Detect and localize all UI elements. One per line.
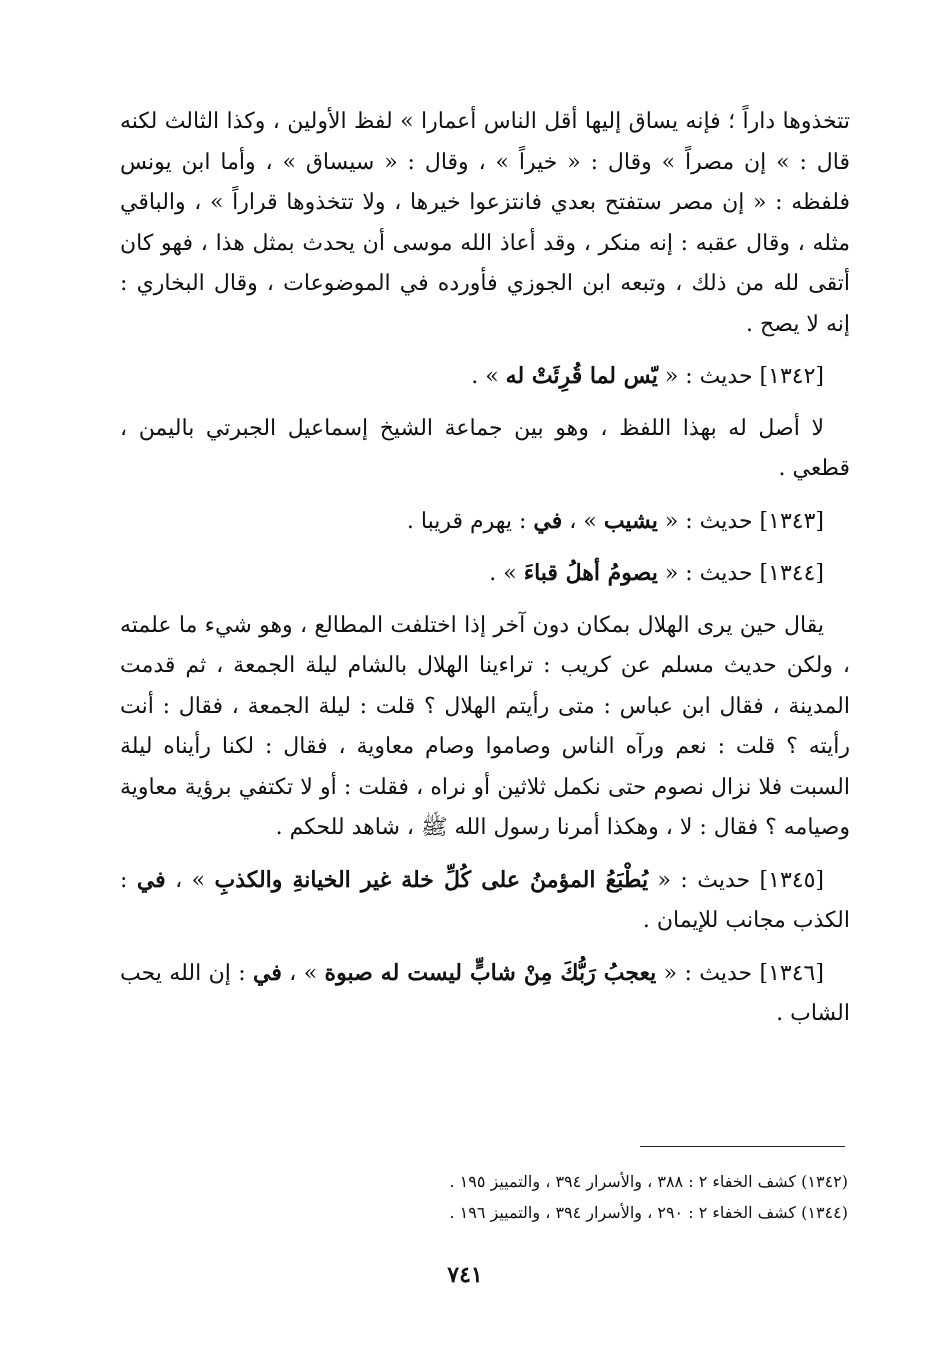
spacer [120,345,850,356]
paragraph-commentary-1: تتخذوها داراً ؛ فإنه يساق إليها أقل الناس أعمارا » لفظ الأولين ، وكذا الثالث لكنه قال : » إن مصراً » وقال : « خيراً » ، وقال : « سيساق » ، وأما ابن يونس فلفظه : « إن مصر ستفتح بعدي فانتزعوا خيرها ، ولا تتخذوها قراراً » ، والباقي مثله ، وقال عقبه : إنه منكر ، وقد أعاذ الله موسى أن يحدث بمثل هذا ، فهو كان أتقى لله من ذلك ، وتبعه ابن الجوزي فأورده في الموضوعات ، وقال البخاري : إنه لا يصح . [120,109,850,337]
hadith-matn: يشيب [603,507,658,534]
hadith-number-prefix: [١٣٤٢] حديث : « [657,364,824,389]
page-number: ٧٤١ [447,1262,483,1288]
footnote-1344: (١٣٤٤) كشف الخفاء ٢ : ٢٩٠ ، والأسرار ٣٩٤ ، والتمييز ١٩٦ . [449,1203,848,1222]
hadith-mid: » ، [562,508,604,534]
hadith-matn: يصومُ أهلُ قباءَ [523,560,658,586]
fi-label: في [136,866,166,893]
spacer [120,490,850,501]
spacer [120,595,850,606]
footnote-separator [640,1146,845,1147]
hadith-1344 [120,553,850,595]
hadith-1346 [120,953,850,1035]
hadith-matn: يعجبُ رَبُّكَ مِنْ شابٍّ ليست له صبوة [324,959,657,986]
spacer [120,398,850,409]
hadith-mid: » ، [165,867,215,893]
hadith-suffix: » . [489,561,524,586]
hadith-mid: » ، [281,960,325,986]
fi-label: في [533,507,563,534]
fi-label: في [253,959,282,986]
main-text [120,102,850,1035]
spacer [120,942,850,953]
paragraph-commentary-2: لا أصل له بهذا اللفظ ، وهو بين جماعة الشيخ إسماعيل الجبرتي باليمن ، قطعي . [120,415,850,481]
hadith-1342 [120,356,850,398]
hadith-suffix: : يهرم قريبا . [406,508,534,534]
hadith-matn: يُطْبَعُ المؤمنُ على كُلِّ خلة غير الخيانةِ والكذبِ [214,866,649,893]
footnotes [300,1166,848,1228]
hadith-1343 [120,501,850,543]
spacer [120,849,850,860]
footnote-1342: (١٣٤٢) كشف الخفاء ٢ : ٣٨٨ ، والأسرار ٣٩٤ ، والتمييز ١٩٥ . [449,1172,848,1191]
hadith-suffix: : إن الله يحب الشاب . [120,960,850,1026]
hadith-number-prefix: [١٣٤٦] حديث : « [656,960,824,986]
hadith-number-prefix: [١٣٤٣] حديث : « [657,508,824,534]
hadith-suffix: : الكذب مجانب للإيمان . [120,867,850,933]
hadith-number-prefix: [١٣٤٥] حديث : « [648,867,824,893]
hadith-matn: يّس لما قُرِئَتْ له [505,363,658,389]
hadith-1345 [120,860,850,942]
spacer [120,542,850,553]
paragraph-commentary-3: يقال حين يرى الهلال بمكان دون آخر إذا اختلفت المطالع ، وهو شيء ما علمته ، ولكن حديث مسلم عن كريب : تراءينا الهلال بالشام ليلة الجمعة ، ثم قدمت المدينة ، فقال ابن عباس : متى رأيتم الهلال ؟ قلت : ليلة الجمعة ، فقال : أنت رأيته ؟ قلت : نعم ورآه الناس وصاموا وصام معاوية ، فقال : لكنا رأيناه ليلة السبت فلا نزال نصوم حتى نكمل ثلاثين أو نراه ، فقلت : أو لا تكتفي برؤية معاوية وصيامه ؟ فقال : لا ، وهكذا أمرنا رسول الله ﷺ ، شاهد للحكم . [120,612,850,840]
hadith-number-prefix: [١٣٤٤] حديث : « [657,561,824,586]
hadith-suffix: » . [471,364,506,389]
